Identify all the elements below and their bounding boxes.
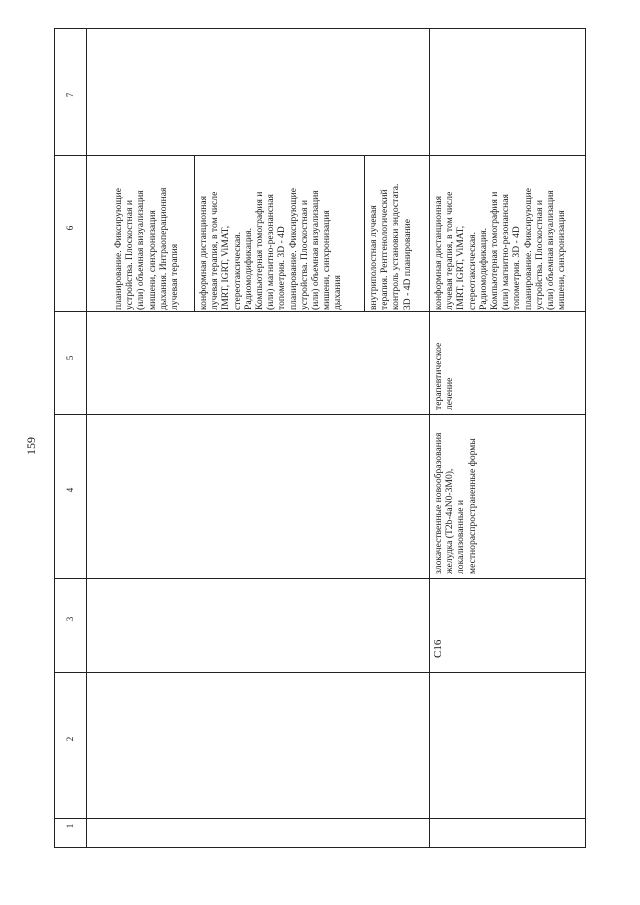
- page-number: 159: [24, 437, 38, 455]
- method-text-block-2: конформная дистанционная лучевая терапия, в том числе IMRT, IGRT, ViMAT, стереотаксическая. Радиомодификация. Компьютерная томография и (или) магнитно-резонансная топометрия. 3D - 4D планирование. Фиксирующие устройства. Плоскостная и (или) объемная визуализация мишени, синхронизация дыхания: [198, 188, 344, 310]
- treatment-type: терапевтическое лечение: [433, 342, 456, 410]
- column-header-3: 3: [65, 616, 75, 622]
- document-table: [54, 28, 586, 848]
- column-header-4: 4: [65, 487, 75, 493]
- column-header-2: 2: [65, 736, 75, 742]
- column-header-6: 6: [65, 225, 75, 231]
- column-header-7: 7: [65, 92, 75, 98]
- diagnosis-code: C16: [432, 639, 444, 658]
- column-header-1: 1: [65, 823, 75, 829]
- method-text-block-4: конформная дистанционная лучевая терапия, в том числе IMRT, IGRT, ViMAT, стереотаксическая. Радиомодификация. Компьютерная томография и (или) магнитно-резонансная топометрия. 3D - 4D планирование. Фиксирующие устройства. Плоскостная и (или) объемная визуализация мишени, синхронизация: [433, 188, 568, 310]
- column-header-5: 5: [65, 355, 75, 361]
- diagnosis-text: злокачественные новообразования желудка (T2b-4aN0-3M0), локализованные и местнораспространенные формы: [433, 432, 478, 574]
- method-text-block-1: планирование. Фиксирующие устройства. Плоскостная и (или) объемная визуализация мишени, синхронизация дыхания. Интраоперационная лучевая терапия: [113, 187, 181, 310]
- method-text-block-3: внутриполостная лучевая терапия. Рентгенологический контроль установки эндостата. 3D - 4D планирование: [368, 183, 413, 310]
